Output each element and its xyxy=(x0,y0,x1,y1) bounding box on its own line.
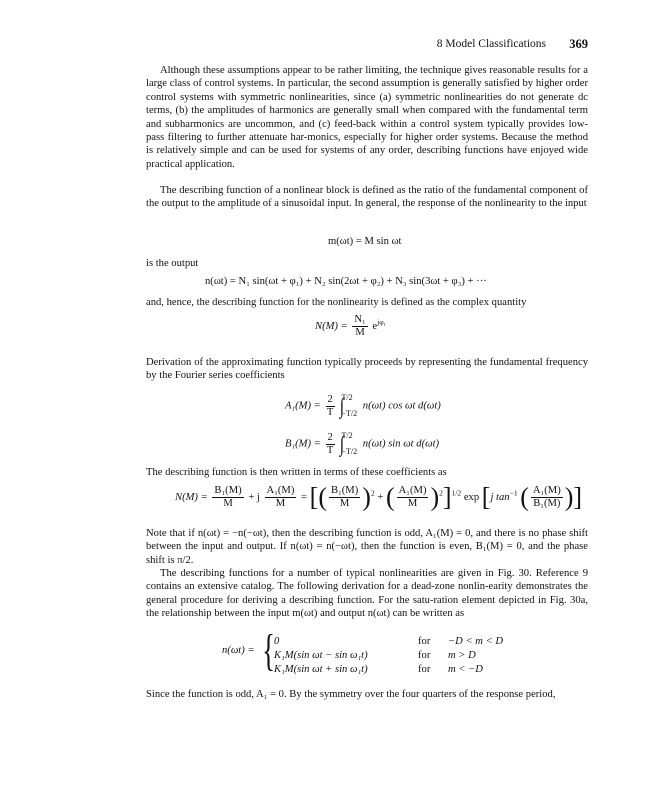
running-title: 8 Model Classifications xyxy=(436,38,546,50)
paragraph-9: Since the function is odd, A₁ = 0. By the symmetry over the four quarters of the response period, xyxy=(146,689,556,700)
paragraph-7: Note that if n(ωt) = −n(−ωt), then the describing function is odd, A₁(M) = 0, and there is no phase shift between the input and output. If n(ωt) = n(−ωt), then the function is even, B₁(M) = 0, and the phase shift is π/2. xyxy=(146,528,588,566)
equation-b1: B₁(M) = $\frac{2}{T}$ ∫ T/2 −T/2 n(ωt) sin ωt d(ωt) xyxy=(285,431,440,456)
paragraph-8: The describing functions for a number of typical nonlinearities are given in Fig. 30. Reference 9 contains an extensive catalog. The following derivation for a dead-zone nonlin-earity demonstrates the general procedure for deriving a describing function. For the satu-ration element depicted in Fig. 30a, the relationship between the input m(ωt) and output n(ωt) can be written as xyxy=(146,568,588,620)
equation-nm: N(M) = $\frac{\text{B₁(M)}}{M}$ + j $\frac{\text{A₁(M)}}{M}$ = [( $\frac{\text{B₁(M)}}{M}$ )$^2$ + ( $\frac{\text{A₁(M)}}{M}$ )$^2$]$^{1/2}$ exp [j $\tan^{-1}$ ( $\frac{\text{A₁(M)}}{\text{B₁(M)}}$ )] xyxy=(175,482,583,512)
paragraph-3: is the output xyxy=(146,258,199,269)
equation-output: n(ωt) = N₁ sin(ωt + φ₁) + N₂ sin(2ωt + φ₂) + N₃ sin(3ωt + φ₃) + ··· xyxy=(205,276,487,287)
paragraph-4: and, hence, the describing function for the nonlinearity is defined as the complex quantity xyxy=(146,297,527,308)
page-number: 369 xyxy=(569,37,588,51)
equation-describing-function: N(M) = $\frac{\text{N₁}}{M}$ $e^{j\varphi_1}$ xyxy=(315,314,387,338)
case-row: K₁M(sin ωt − sin ω₁t) for m > D xyxy=(274,650,476,661)
equation-a1: A₁(M) = $\frac{2}{T}$ ∫ T/2 −T/2 n(ωt) cos ωt d(ωt) xyxy=(285,393,441,418)
case-row: K₁M(sin ωt + sin ω₁t) for m < −D xyxy=(274,664,483,675)
paragraph-6: The describing function is then written in terms of these coefficients as xyxy=(146,467,447,478)
case-row: 0 for −D < m < D xyxy=(274,636,503,647)
equation-case-lhs: n(ωt) = xyxy=(222,645,255,656)
cases-brace: { xyxy=(262,626,275,675)
cases-table xyxy=(274,635,507,677)
equation-input: m(ωt) = M sin ωt xyxy=(328,236,402,247)
paragraph-1: Although these assumptions appear to be rather limiting, the technique gives reasonable results for a large class of control systems. In particular, the second assumption is generally satisfied by higher order control systems with symmetric nonlinearities, since (a) symmetric nonlinearities do not generate dc terms, (b) the amplitudes of harmonics are generally small when compared with the fundamental term and subharmonics are uncommon, and (c) feed-back within a control system typically provides low-pass filtering to further attenuate har-monics, especially for higher order systems. Because the method is relatively simple and can be used for systems of any order, describing functions have enjoyed wide practical application. xyxy=(146,65,588,170)
paragraph-2: The describing function of a nonlinear block is defined as the ratio of the fundamental component of the output to the amplitude of a sinusoidal input. In general, the response of the nonlinearity to the input xyxy=(146,185,588,210)
running-header xyxy=(146,38,588,52)
paragraph-5: Derivation of the approximating function typically proceeds by representing the fundamental frequency by the Fourier series coefficients xyxy=(146,357,588,382)
